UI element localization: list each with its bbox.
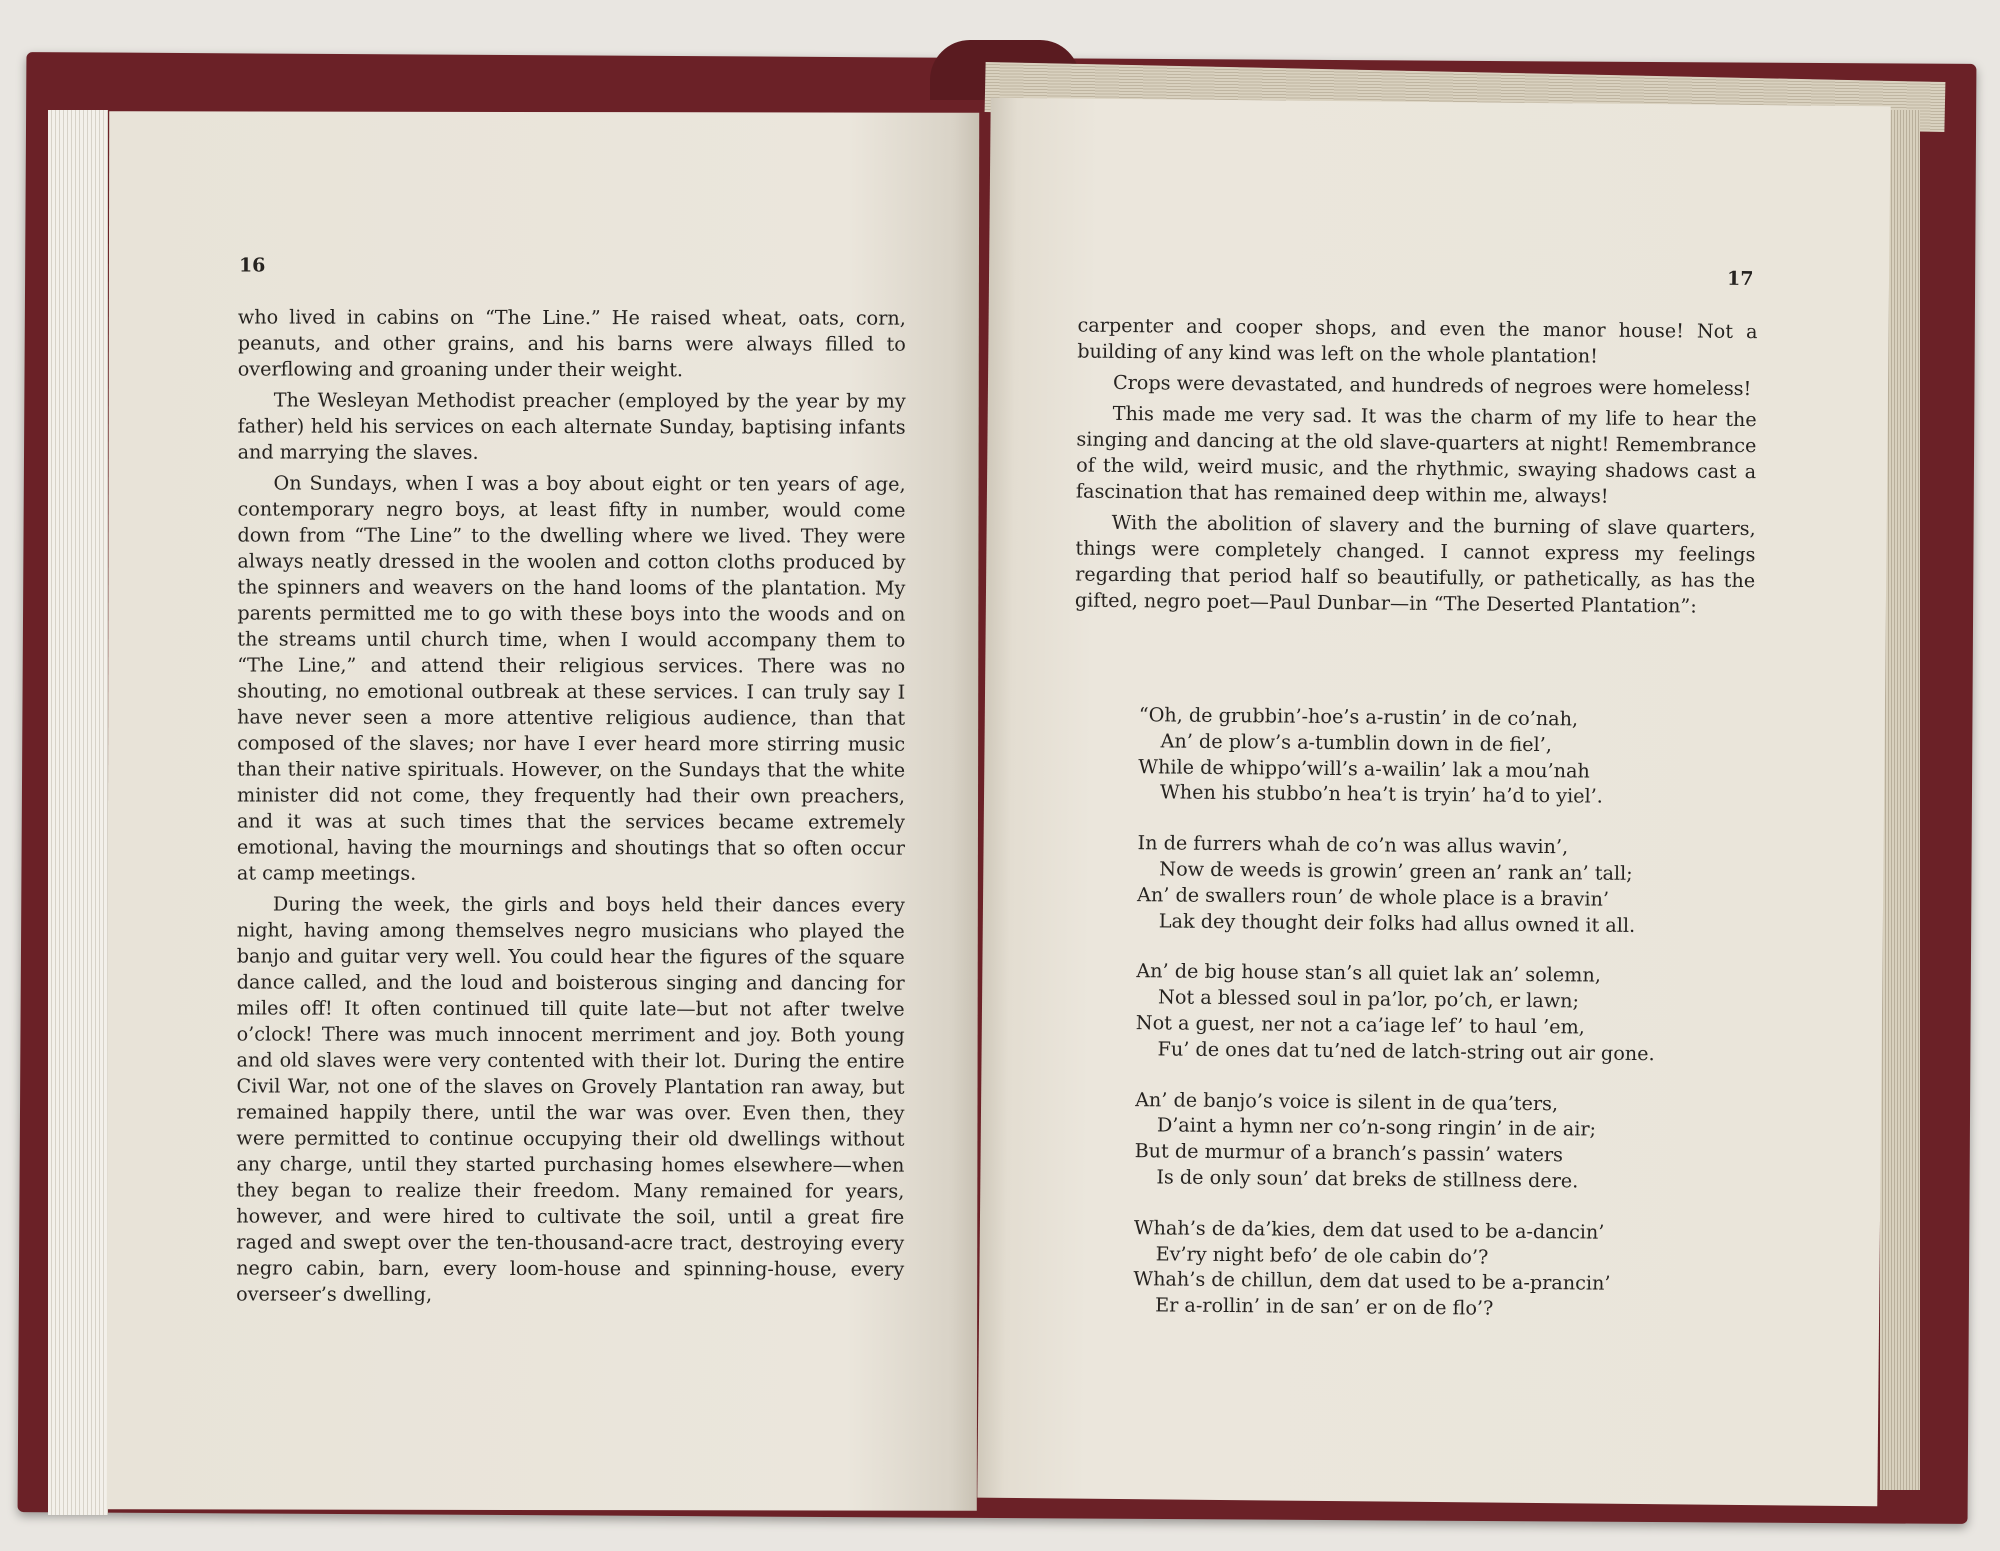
poem-line: Er a-rollin’ in de san’ er on de flo’?: [1155, 1293, 1494, 1320]
paragraph: During the week, the girls and boys held their dances every night, having among themselves negro musicians who played the banjo and guitar very well. You could hear the figures of the square dance called, and the loud and boisterous singing and dancing for miles off! It often continued till quite late—but not after twelve o’clock! There was much innocent merriment and joy. Both young and old slaves were very contented with their lot. During the entire Civil War, not one of the slaves on Grovely Plantation ran away, but remained happily there, until the war was over. Even then, they were permitted to continue occupying their old dwellings without any charge, until they started purchasing homes elsewhere—when they began to realize their freedom. Many remained for years, however, and were hired to cultivate the soil, until a great fire raged and swept over the ten-thousand-acre tract, destroying every negro cabin, barn, every loom-house and spinning-house, every overseer’s dwelling,: [236, 892, 905, 1306]
poem-stanza: [1135, 959, 1736, 1068]
poem-line: “Oh, de grubbin’-hoe’s a-rustin’ in de co’nah,: [1138, 703, 1579, 731]
poem-stanza: [1133, 1215, 1734, 1324]
poem-line: An’ de swallers roun’ de whole place is a bravin’: [1136, 882, 1610, 911]
paragraph: On Sundays, when I was a boy about eight or ten years of age, contemporary negro boys, at least fifty in number, would come down from “The Line” to the dwelling where we lived. They were always neatly dressed in the woolen and cotton cloths produced by the spinners and weavers on the hand looms of the plantation. My parents permitted me to go with these boys into the woods and on the streams until church time, when I would accompany them to “The Line,” and attend their religious services. There was no shouting, no emotional outbreak at these services. I can truly say I have never seen a more attentive religious audience, than that composed of the slaves; nor have I ever heard more stirring music than their native spirituals. However, on the Sundays that the white minister did not come, they frequently had their own preachers, and it was at such times that the services became extremely emotional, having the mournings and shoutings that so often occur at camp meetings.: [236, 471, 906, 885]
poem-line: While de whippo’will’s a-wailin’ lak a mou’nah: [1138, 754, 1590, 783]
page-edges-left: [48, 110, 108, 1515]
poem-stanza: [1134, 1087, 1735, 1196]
poem-line: Whah’s de chillun, dem dat used to be a-prancin’: [1133, 1267, 1611, 1296]
page-number: 17: [1726, 267, 1754, 291]
page-number: 16: [238, 254, 266, 277]
poem-line: Not a guest, ner not a ca’iage lef’ to haul ’em,: [1135, 1011, 1585, 1039]
poem-line: When his stubbo’n hea’t is tryin’ ha’d to yiel’.: [1159, 780, 1603, 809]
paragraph: carpenter and cooper shops, and even the manor house! Not a building of any kind was left on the whole plantation!: [1077, 313, 1758, 368]
paragraph: The Wesleyan Methodist preacher (employed by the year by my father) held his services on each alternate Sunday, baptising infants and marrying the slaves.: [237, 388, 906, 464]
poem-line: Not a blessed soul in pa’lor, po’ch, er lawn;: [1158, 985, 1580, 1013]
poem-line: But de murmur of a branch’s passin’ waters: [1134, 1139, 1564, 1167]
poem-line: Lak dey thought deir folks had allus owned it all.: [1158, 908, 1636, 937]
poem-line: Whah’s de da’kies, dem dat used to be a-dancin’: [1133, 1215, 1605, 1244]
poem-line: An’ de big house stan’s all quiet lak an’ solemn,: [1136, 959, 1601, 987]
paragraph: who lived in cabins on “The Line.” He raised wheat, oats, corn, peanuts, and other grains, and his barns were always filled to overflowing and groaning under their weight.: [237, 305, 906, 382]
poem-line: D’aint a hymn ner co’n-song ringin’ in de air;: [1156, 1113, 1597, 1141]
right-page: [977, 98, 1890, 1507]
paragraph: Crops were devastated, and hundreds of negroes were homeless!: [1112, 370, 1752, 401]
paragraph: With the abolition of slavery and the burning of slave quarters, things were completely changed. I cannot express my feelings regarding that period half so beautifully, or pathetically, as has the gifted, negro poet—Paul Dunbar—in “The Deserted Plantation”:: [1074, 510, 1756, 618]
poem-line: An’ de plow’s a-tumblin down in de fiel’,: [1160, 729, 1552, 756]
left-page-text: [236, 304, 906, 1313]
poem-line: An’ de banjo’s voice is silent in de qua’ters,: [1135, 1087, 1559, 1115]
poem-line: In de furrers whah de co’n was allus wavin’,: [1137, 831, 1569, 859]
left-page: [107, 111, 979, 1511]
poem-line: Is de only soun’ dat breks de stillness dere.: [1156, 1165, 1579, 1193]
poem-line: Fu’ de ones dat tu’ned de latch-string out air gone.: [1157, 1037, 1655, 1065]
poem-line: Now de weeds is growin’ green an’ rank an’ tall;: [1159, 857, 1633, 885]
poem: [1133, 702, 1739, 1349]
right-page-text: [1075, 313, 1758, 626]
poem-stanza: [1138, 702, 1739, 811]
paragraph: This made me very sad. It was the charm of my life to hear the singing and dancing at the old slave-quarters at night! Remembrance of the wild, weird music, and the rhythmic, swaying shadows cast a fascination that has remained deep within me, always!: [1075, 401, 1757, 508]
poem-stanza: [1137, 830, 1738, 939]
poem-line: Ev’ry night befo’ de ole cabin do’?: [1155, 1241, 1489, 1269]
